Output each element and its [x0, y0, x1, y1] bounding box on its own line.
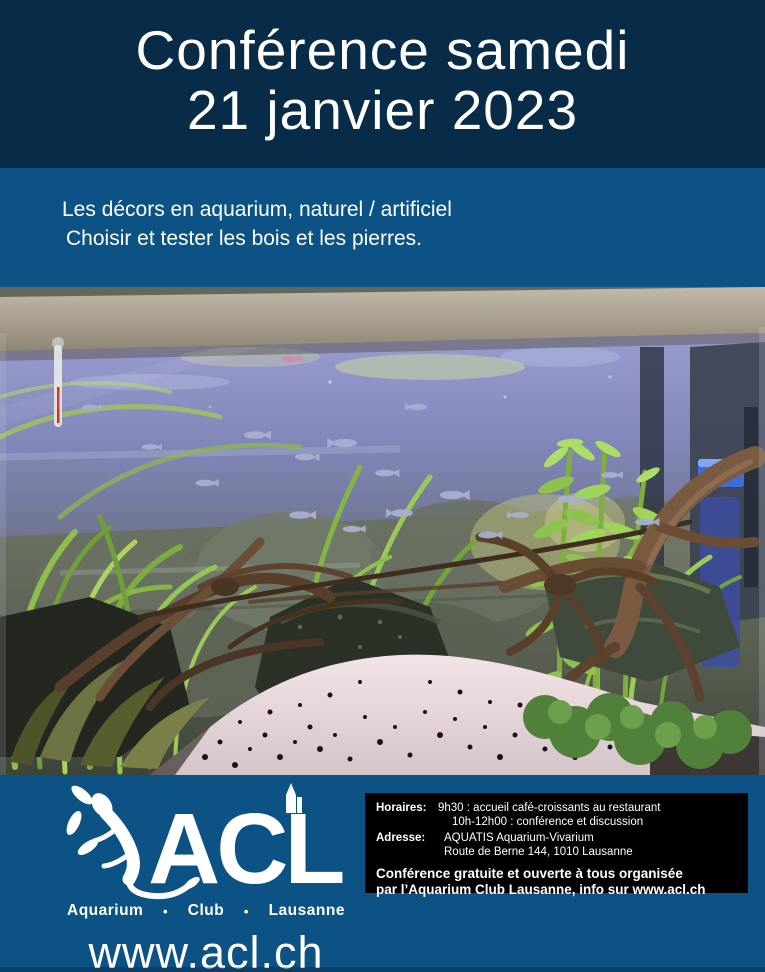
- website-url: www.acl.ch: [88, 927, 324, 972]
- free-conference-note: [376, 866, 738, 898]
- title-line-2: 21 janvier 2023: [186, 79, 579, 141]
- tagline-word-lausanne: Lausanne: [268, 902, 345, 919]
- adresse-label: Adresse:: [376, 832, 426, 844]
- note-line-1: Conférence gratuite et ouverte à tous organisée: [376, 866, 683, 881]
- horaires-line-2: 10h-12h00 : conférence et discussion: [452, 816, 644, 828]
- adresse-line-2: Route de Berne 144, 1010 Lausanne: [444, 846, 633, 858]
- title-line-1: Conférence samedi: [135, 19, 630, 81]
- subtitle-band: [0, 168, 765, 287]
- title-band: [0, 0, 765, 168]
- tagline-word-aquarium: Aquarium: [67, 902, 144, 919]
- adresse-row: [376, 831, 738, 859]
- logo-acronym: ACL: [148, 793, 342, 901]
- aquarium-photo: [0, 287, 765, 775]
- tagline-word-club: Club: [187, 902, 225, 919]
- info-box: [365, 793, 748, 897]
- horaires-label: Horaires:: [376, 802, 427, 814]
- subtitle-line-2: Choisir et tester les bois et les pierres.: [66, 227, 422, 250]
- tagline-bullet: •: [163, 903, 169, 919]
- horaires-line-1: 9h30 : accueil café-croissants au restaurant: [438, 802, 661, 814]
- logo-tagline: [67, 902, 345, 920]
- aquarium-photo-section: [0, 287, 765, 775]
- adresse-line-1: AQUATIS Aquarium-Vivarium: [444, 832, 594, 844]
- acl-logo-mark: [62, 783, 350, 901]
- note-line-2: par l’Aquarium Club Lausanne, info sur www.acl.ch: [376, 882, 706, 897]
- acl-logo: [62, 783, 350, 972]
- tagline-bullet: •: [243, 903, 249, 919]
- horaires-row: [376, 801, 738, 829]
- footer: [0, 775, 765, 972]
- subtitle-line-1: Les décors en aquarium, naturel / artificiel: [62, 198, 452, 221]
